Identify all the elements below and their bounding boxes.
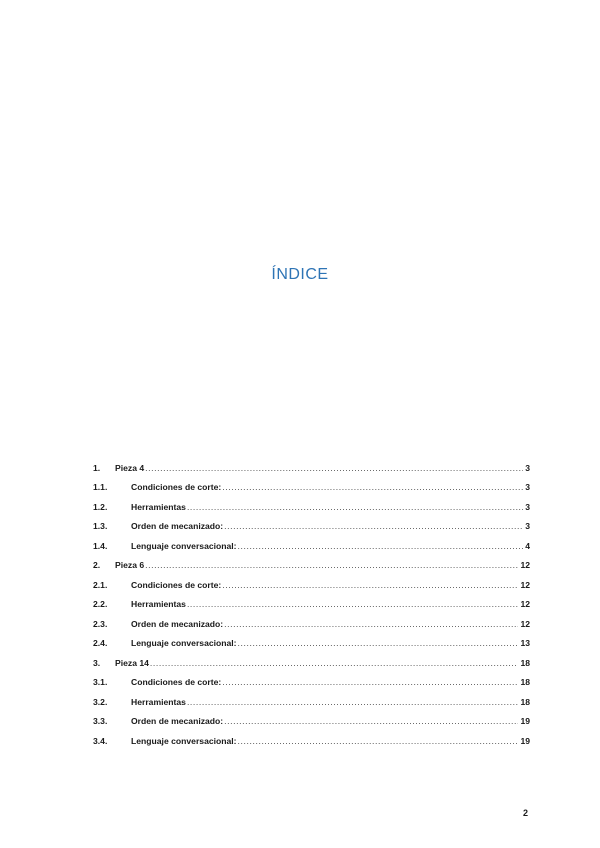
toc-entry-label: Pieza 6 bbox=[115, 560, 145, 570]
toc-entry-page: 12 bbox=[520, 579, 530, 590]
toc-entry-page: 3 bbox=[525, 462, 530, 473]
toc-entry-label: Herramientas bbox=[131, 696, 186, 707]
toc-entry-page: 19 bbox=[520, 735, 530, 746]
table-of-contents bbox=[93, 454, 530, 747]
toc-entry-page: 13 bbox=[520, 638, 530, 648]
toc-entry-page: 3 bbox=[525, 501, 530, 512]
toc-dot-leader bbox=[187, 599, 519, 610]
toc-entry-1[interactable] bbox=[93, 454, 530, 474]
toc-entry-1-1[interactable] bbox=[93, 474, 530, 494]
toc-entry-number: 1.4. bbox=[93, 540, 108, 551]
toc-entry-2-3[interactable] bbox=[93, 610, 530, 630]
toc-entry-number: 1. bbox=[93, 462, 101, 473]
toc-entry-label: Condiciones de corte: bbox=[131, 579, 222, 590]
toc-entry-number: 2.1. bbox=[93, 579, 108, 590]
toc-entry-3-4[interactable] bbox=[93, 727, 530, 747]
toc-entry-page: 19 bbox=[520, 716, 530, 726]
toc-dot-leader bbox=[238, 541, 524, 552]
toc-entry-1-4[interactable] bbox=[93, 532, 530, 552]
toc-entry-1-3[interactable] bbox=[93, 513, 530, 533]
toc-entry-2-2[interactable] bbox=[93, 591, 530, 611]
toc-entry-number: 1.2. bbox=[93, 501, 108, 512]
toc-dot-leader bbox=[145, 463, 523, 474]
toc-entry-page: 3 bbox=[525, 482, 530, 492]
toc-entry-label: Orden de mecanizado: bbox=[131, 521, 224, 531]
toc-entry-1-2[interactable] bbox=[93, 493, 530, 513]
toc-entry-label: Pieza 4 bbox=[115, 462, 145, 473]
toc-entry-number: 2. bbox=[93, 560, 101, 570]
toc-dot-leader bbox=[224, 521, 523, 532]
toc-entry-number: 2.4. bbox=[93, 638, 108, 648]
toc-entry-number: 3.3. bbox=[93, 716, 108, 726]
toc-entry-label: Condiciones de corte: bbox=[131, 677, 222, 687]
toc-entry-number: 2.2. bbox=[93, 599, 108, 609]
toc-entry-3-1[interactable] bbox=[93, 669, 530, 689]
toc-entry-page: 4 bbox=[525, 540, 530, 551]
toc-entry-label: Orden de mecanizado: bbox=[131, 618, 224, 629]
toc-entry-label: Lenguaje conversacional: bbox=[131, 540, 237, 551]
toc-dot-leader bbox=[238, 638, 519, 649]
toc-entry-page: 12 bbox=[520, 599, 530, 609]
toc-dot-leader bbox=[222, 482, 523, 493]
toc-entry-2[interactable] bbox=[93, 552, 530, 572]
toc-dot-leader bbox=[222, 677, 518, 688]
toc-dot-leader bbox=[145, 560, 518, 571]
toc-dot-leader bbox=[187, 697, 519, 708]
toc-entry-page: 3 bbox=[525, 521, 530, 531]
toc-entry-label: Lenguaje conversacional: bbox=[131, 638, 237, 648]
toc-entry-page: 18 bbox=[520, 657, 530, 668]
toc-entry-number: 1.1. bbox=[93, 482, 108, 492]
toc-dot-leader bbox=[187, 502, 523, 513]
toc-entry-number: 1.3. bbox=[93, 521, 108, 531]
toc-dot-leader bbox=[222, 580, 518, 591]
toc-entry-number: 3. bbox=[93, 657, 101, 668]
toc-entry-3-3[interactable] bbox=[93, 708, 530, 728]
toc-entry-label: Lenguaje conversacional: bbox=[131, 735, 237, 746]
toc-entry-page: 18 bbox=[520, 677, 530, 687]
toc-entry-page: 12 bbox=[520, 618, 530, 629]
toc-entry-number: 3.1. bbox=[93, 677, 108, 687]
toc-entry-number: 3.4. bbox=[93, 735, 108, 746]
toc-dot-leader bbox=[224, 619, 518, 630]
toc-entry-2-4[interactable] bbox=[93, 630, 530, 650]
toc-entry-label: Pieza 14 bbox=[115, 657, 149, 668]
toc-entry-3[interactable] bbox=[93, 649, 530, 669]
page-title: ÍNDICE bbox=[271, 266, 329, 283]
toc-entry-page: 18 bbox=[520, 696, 530, 707]
toc-dot-leader bbox=[238, 736, 519, 747]
toc-entry-number: 2.3. bbox=[93, 618, 108, 629]
toc-entry-label: Herramientas bbox=[131, 501, 186, 512]
toc-entry-number: 3.2. bbox=[93, 696, 108, 707]
toc-entry-label: Herramientas bbox=[131, 599, 186, 609]
toc-dot-leader bbox=[224, 716, 518, 727]
toc-entry-2-1[interactable] bbox=[93, 571, 530, 591]
toc-entry-3-2[interactable] bbox=[93, 688, 530, 708]
toc-dot-leader bbox=[150, 658, 519, 669]
toc-entry-page: 12 bbox=[520, 560, 530, 570]
page-number: 2 bbox=[522, 808, 528, 818]
toc-entry-label: Orden de mecanizado: bbox=[131, 716, 224, 726]
toc-entry-label: Condiciones de corte: bbox=[131, 482, 222, 492]
